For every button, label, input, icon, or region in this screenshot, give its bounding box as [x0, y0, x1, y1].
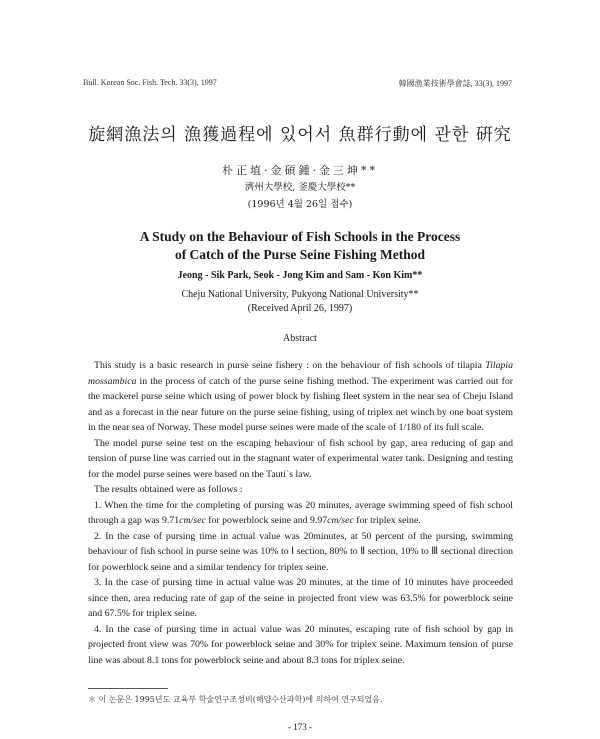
footnote-divider [88, 688, 168, 689]
result-item-2: 2. In the case of pursing time in actual value was 20minutes, at 50 percent of the pursing, swimming behaviour of fish school in purse seine was 10% to Ⅰ section, 80% to Ⅱ section, 10% to Ⅲ sectional direction for powerblock seine and a similar tendency for triplex seine. [88, 530, 513, 573]
abstract-body [88, 358, 513, 668]
abstract-p1-text-a: This study is a basic research in purse seine fishery : on the behaviour of fish schools of tilapia [94, 360, 486, 371]
paper-title-korean: 旋網漁法의 漁獲過程에 있어서 魚群行動에 관한 硏究 [88, 125, 512, 145]
unit-speed-2: cm/sec [327, 515, 354, 526]
received-date-english: (Received April 26, 1997) [247, 303, 353, 314]
authors-korean: 朴正埴·金碩鍾·金三坤** [222, 164, 378, 177]
result-1-text-c: for triplex seine. [353, 515, 421, 526]
affiliation-english: Cheju National University, Pukyong National University** [181, 289, 419, 300]
journal-header-ko: 韓國漁業技術學會誌, 33(3), 1997 [398, 79, 512, 88]
affiliation-korean: 濟州大學校, 釜慶大學校** [244, 182, 356, 193]
footnote: ＊ 이 논문은 1995년도 교육부 학술연구조성비(해양수산과학)에 의하여 연구되었음. [88, 695, 383, 704]
abstract-p1-text-b: in the process of catch of the purse seine fishing method. The experiment was carried out for the mackerel purse seine which using of power block by fishing fleet system in the near sea of Cheju Island and as a forecast in the near future on the purse seine fishing, using of triplex net winch by one boat system in the near sea of Norway. These model purse seines were made of the scale of 1/180 of its full scale. [88, 375, 513, 433]
result-item-1 [88, 498, 513, 529]
paper-title-english-line2: of Catch of the Purse Seine Fishing Method [174, 247, 426, 262]
unit-speed-1: cm/sec [179, 515, 206, 526]
abstract-paragraph-2: The model purse seine test on the escaping behaviour of fish school by gap, area reducing of gap and tension of purse line was carried out in the stagnant water of experimental water tank. Designing and testing for the model purse seines were based on the Tauti`s law. [88, 437, 513, 480]
result-1-text-b: for powerblock seine and 9.97 [205, 515, 328, 526]
species-name: Tilapia mossambica [88, 360, 513, 387]
result-item-3: 3. In the case of pursing time in actual value was 20 minutes, at the time of 10 minutes have proceeded since then, area reducing rate of gap of the seine in projected front view was 63.5% for powerblock seine and 67.5% for triplex seine. [88, 577, 513, 619]
paper-title-english-line1: A Study on the Behaviour of Fish Schools in the Process [139, 229, 461, 244]
result-item-4: 4. In the case of pursing time in actual value was 20 minutes, escaping rate of fish school by gap in projected front view was 70% for powerblock seine and 30% for triplex seine. Maximum tension of purse line was about 8.1 tons for powerblock seine and about 8.3 tons for triplex seine. [88, 623, 513, 666]
abstract-heading: Abstract [283, 333, 317, 344]
paper-title-english [0, 228, 600, 264]
page-number: - 173 - [288, 722, 312, 732]
result-1-text-a: 1. When the time for the completing of pursing was 20 minutes, average swimming speed of fish school through a gap was 9.71 [88, 499, 513, 526]
authors-english: Jeong - Sik Park, Seok - Jong Kim and Sam - Kon Kim** [177, 270, 423, 281]
journal-header-en: Bull. Korean Soc. Fish. Tech. 33(3), 1997 [83, 78, 217, 87]
abstract-paragraph-1 [88, 358, 513, 436]
received-date-korean: (1996년 4월 26일 접수) [247, 199, 353, 210]
abstract-paragraph-3: The results obtained were as follows : [94, 484, 243, 495]
